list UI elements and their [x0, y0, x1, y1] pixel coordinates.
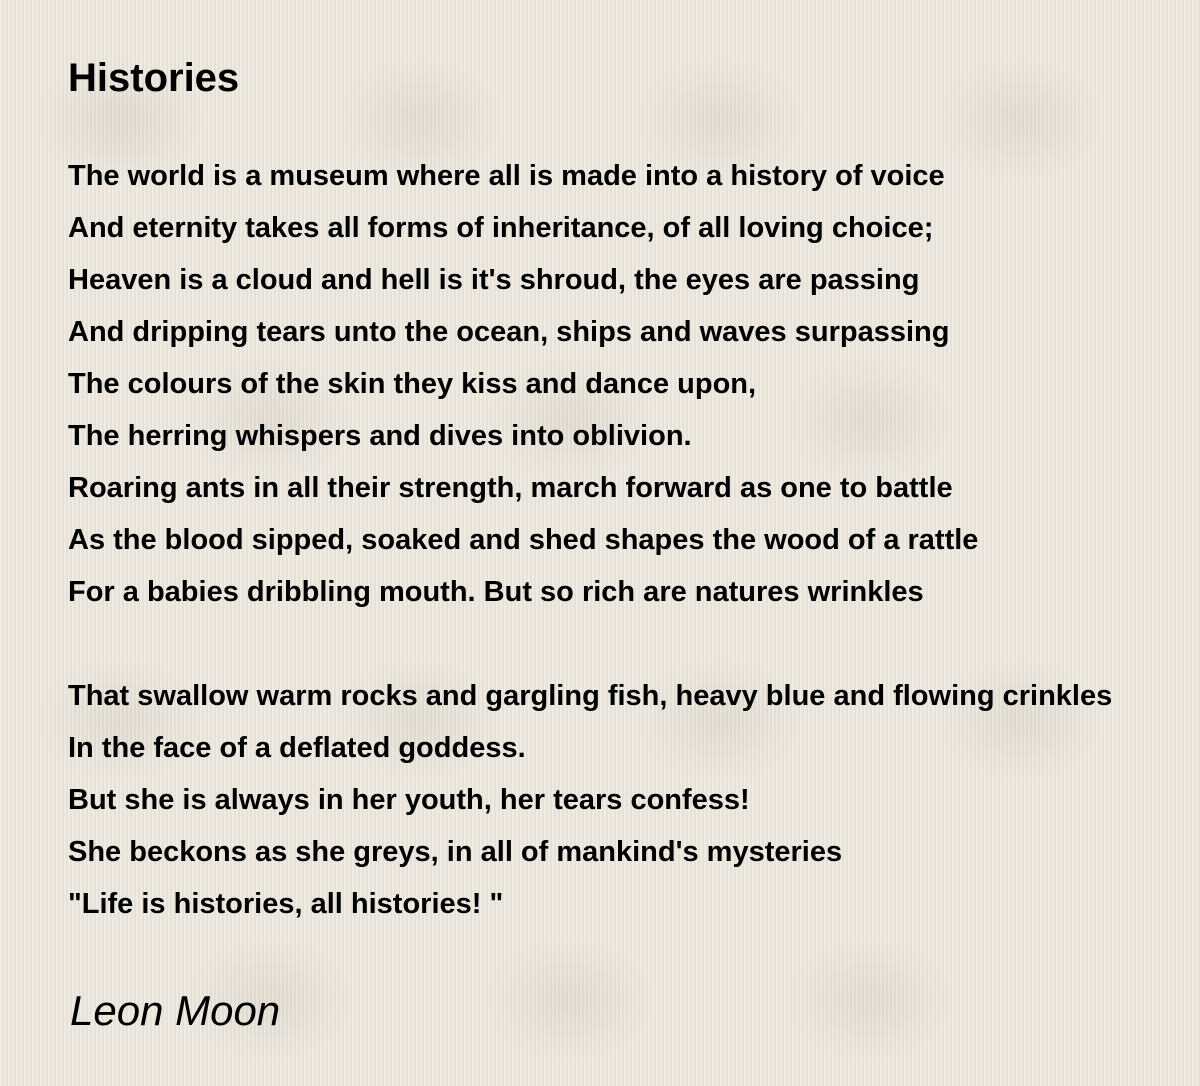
poem-title: Histories	[68, 56, 240, 100]
poem-line: In the face of a deflated goddess.	[68, 732, 526, 764]
stanza-2	[68, 670, 1112, 930]
poem-line: "Life is histories, all histories! "	[68, 888, 504, 920]
poem-line: The colours of the skin they kiss and dance upon,	[68, 368, 757, 400]
poem-line: The world is a museum where all is made into a history of voice	[68, 160, 945, 192]
poem-container	[68, 0, 1200, 1086]
poem-line: Heaven is a cloud and hell is it's shroud, the eyes are passing	[68, 264, 920, 296]
poem-line: But she is always in her youth, her tears confess!	[68, 784, 750, 816]
poem-line: She beckons as she greys, in all of mankind's mysteries	[68, 836, 843, 868]
poem-line: For a babies dribbling mouth. But so rich are natures wrinkles	[68, 576, 924, 608]
poem-line: And eternity takes all forms of inheritance, of all loving choice;	[68, 212, 934, 244]
poem-line: Roaring ants in all their strength, march forward as one to battle	[68, 472, 953, 504]
poem-author: Leon Moon	[70, 987, 281, 1034]
poem-line: The herring whispers and dives into oblivion.	[68, 420, 692, 452]
poem-line: And dripping tears unto the ocean, ships and waves surpassing	[68, 316, 950, 348]
poem-line: As the blood sipped, soaked and shed shapes the wood of a rattle	[68, 524, 979, 556]
poem-line: That swallow warm rocks and gargling fish, heavy blue and flowing crinkles	[68, 680, 1113, 712]
stanza-1	[68, 150, 978, 618]
